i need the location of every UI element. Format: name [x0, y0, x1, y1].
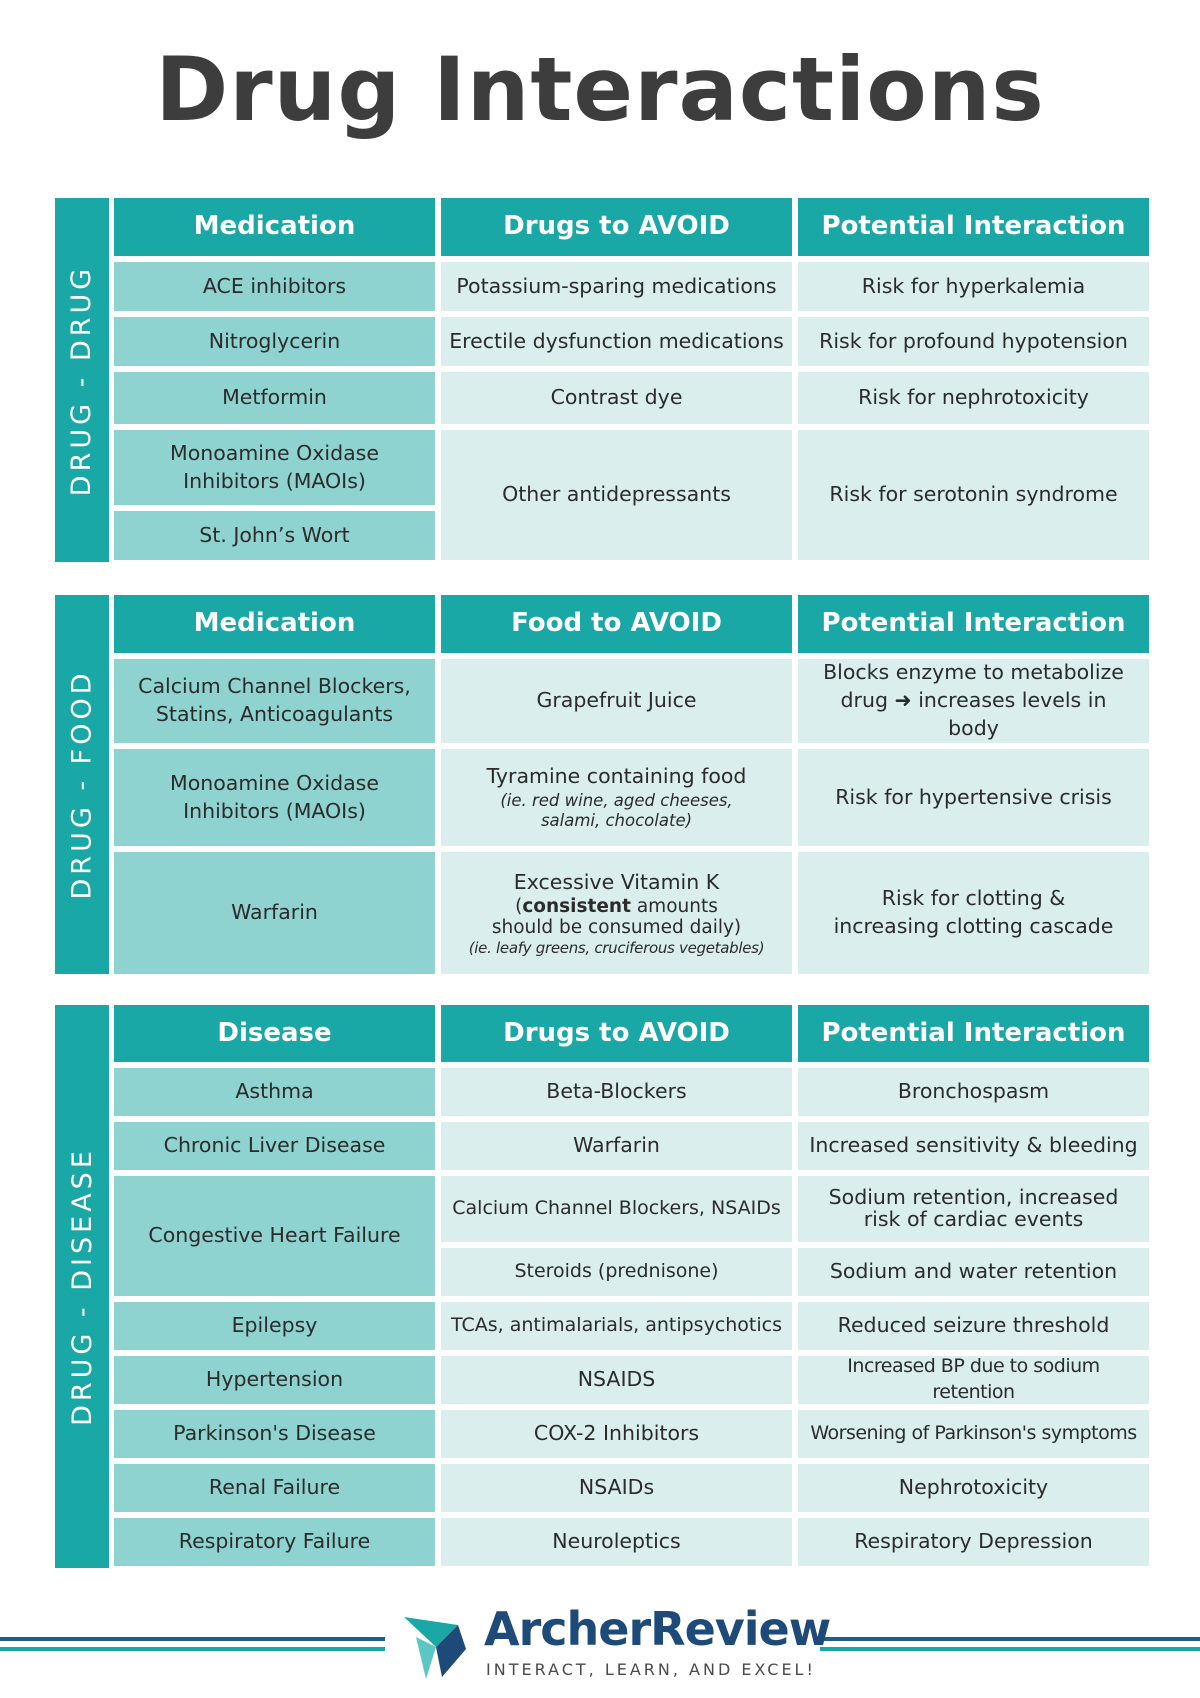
avoid-cell: Neuroleptics: [441, 1518, 792, 1566]
drug-disease-section: [55, 1005, 1145, 1568]
avoid-cell: Calcium Channel Blockers, NSAIDs: [441, 1176, 792, 1242]
interaction-cell: Worsening of Parkinson's symptoms: [798, 1410, 1149, 1458]
column-header: Medication: [114, 595, 435, 653]
section-label: DRUG - FOOD: [55, 595, 109, 974]
avoid-cell: [441, 852, 792, 974]
avoid-cell: Steroids (prednisone): [441, 1248, 792, 1296]
avoid-cell: Grapefruit Juice: [441, 659, 792, 743]
disease-cell: Congestive Heart Failure: [114, 1176, 435, 1296]
avoid-note: (ie. leafy greens, cruciferous vegetables): [468, 938, 765, 957]
disease-cell: Epilepsy: [114, 1302, 435, 1350]
column-header: Medication: [114, 198, 435, 256]
medication-cell: Calcium Channel Blockers, Statins, Anticoagulants: [114, 659, 435, 743]
column-header: Drugs to AVOID: [441, 1005, 792, 1062]
avoid-cell: COX-2 Inhibitors: [441, 1410, 792, 1458]
avoid-detail: (consistent amounts should be consumed daily): [491, 896, 742, 939]
interaction-cell: Increased BP due to sodium retention: [798, 1356, 1149, 1404]
interaction-cell: Risk for serotonin syndrome: [798, 430, 1149, 560]
medication-cell: Monoamine Oxidase Inhibitors (MAOIs): [114, 749, 435, 846]
medication-cell: St. John’s Wort: [114, 511, 435, 560]
archer-logo-icon: [396, 1607, 476, 1687]
avoid-cell: Beta-Blockers: [441, 1068, 792, 1116]
column-header: Drugs to AVOID: [441, 198, 792, 256]
drug-food-section: [55, 595, 1145, 974]
avoid-cell: Potassium-sparing medications: [441, 262, 792, 311]
column-header: Potential Interaction: [798, 595, 1149, 653]
interaction-cell: Risk for nephrotoxicity: [798, 372, 1149, 424]
column-header: Potential Interaction: [798, 198, 1149, 256]
section-label: DRUG - DRUG: [55, 198, 109, 562]
interaction-cell: Respiratory Depression: [798, 1518, 1149, 1566]
footer-rule-left: [0, 1647, 385, 1651]
disease-cell: Asthma: [114, 1068, 435, 1116]
avoid-cell: [441, 749, 792, 846]
disease-cell: Respiratory Failure: [114, 1518, 435, 1566]
disease-cell: Chronic Liver Disease: [114, 1122, 435, 1170]
column-header: Disease: [114, 1005, 435, 1062]
disease-cell: Hypertension: [114, 1356, 435, 1404]
avoid-cell: Other antidepressants: [441, 430, 792, 560]
interaction-cell: Risk for clotting & increasing clotting cascade: [798, 852, 1149, 974]
avoid-main: Tyramine containing food: [486, 764, 747, 789]
avoid-main: Excessive Vitamin K: [513, 869, 720, 894]
footer: [0, 1600, 1200, 1690]
avoid-cell: Erectile dysfunction medications: [441, 317, 792, 366]
medication-cell: Metformin: [114, 372, 435, 424]
brand-tagline: INTERACT, LEARN, AND EXCEL!: [486, 1660, 816, 1679]
avoid-cell: NSAIDS: [441, 1356, 792, 1404]
footer-rule-right: [820, 1647, 1200, 1651]
interaction-cell: Sodium and water retention: [798, 1248, 1149, 1296]
interaction-cell: Sodium retention, increased risk of cardiac events: [798, 1176, 1149, 1242]
page-title: Drug Interactions: [155, 38, 1045, 141]
interaction-cell: Nephrotoxicity: [798, 1464, 1149, 1512]
section-label: DRUG - DISEASE: [55, 1005, 109, 1568]
column-header: Food to AVOID: [441, 595, 792, 653]
interaction-cell: Reduced seizure threshold: [798, 1302, 1149, 1350]
brand-name: ArcherReview: [484, 1602, 831, 1656]
interaction-cell: Risk for hyperkalemia: [798, 262, 1149, 311]
avoid-cell: Contrast dye: [441, 372, 792, 424]
drug-drug-section: [55, 198, 1145, 562]
medication-cell: Monoamine Oxidase Inhibitors (MAOIs): [114, 430, 435, 505]
interaction-cell: Increased sensitivity & bleeding: [798, 1122, 1149, 1170]
interaction-cell: Bronchospasm: [798, 1068, 1149, 1116]
footer-rule-left: [0, 1637, 385, 1641]
interaction-cell: Risk for hypertensive crisis: [798, 749, 1149, 846]
avoid-cell: NSAIDs: [441, 1464, 792, 1512]
interaction-cell: Risk for profound hypotension: [798, 317, 1149, 366]
disease-cell: Parkinson's Disease: [114, 1410, 435, 1458]
footer-rule-right: [820, 1637, 1200, 1641]
avoid-cell: Warfarin: [441, 1122, 792, 1170]
avoid-note: (ie. red wine, aged cheeses, salami, chocolate): [500, 790, 733, 831]
interaction-cell: Blocks enzyme to metabolize drug ➜ increases levels in body: [798, 659, 1149, 743]
avoid-cell: TCAs, antimalarials, antipsychotics: [441, 1302, 792, 1350]
disease-cell: Renal Failure: [114, 1464, 435, 1512]
medication-cell: ACE inhibitors: [114, 262, 435, 311]
column-header: Potential Interaction: [798, 1005, 1149, 1062]
medication-cell: Nitroglycerin: [114, 317, 435, 366]
medication-cell: Warfarin: [114, 852, 435, 974]
